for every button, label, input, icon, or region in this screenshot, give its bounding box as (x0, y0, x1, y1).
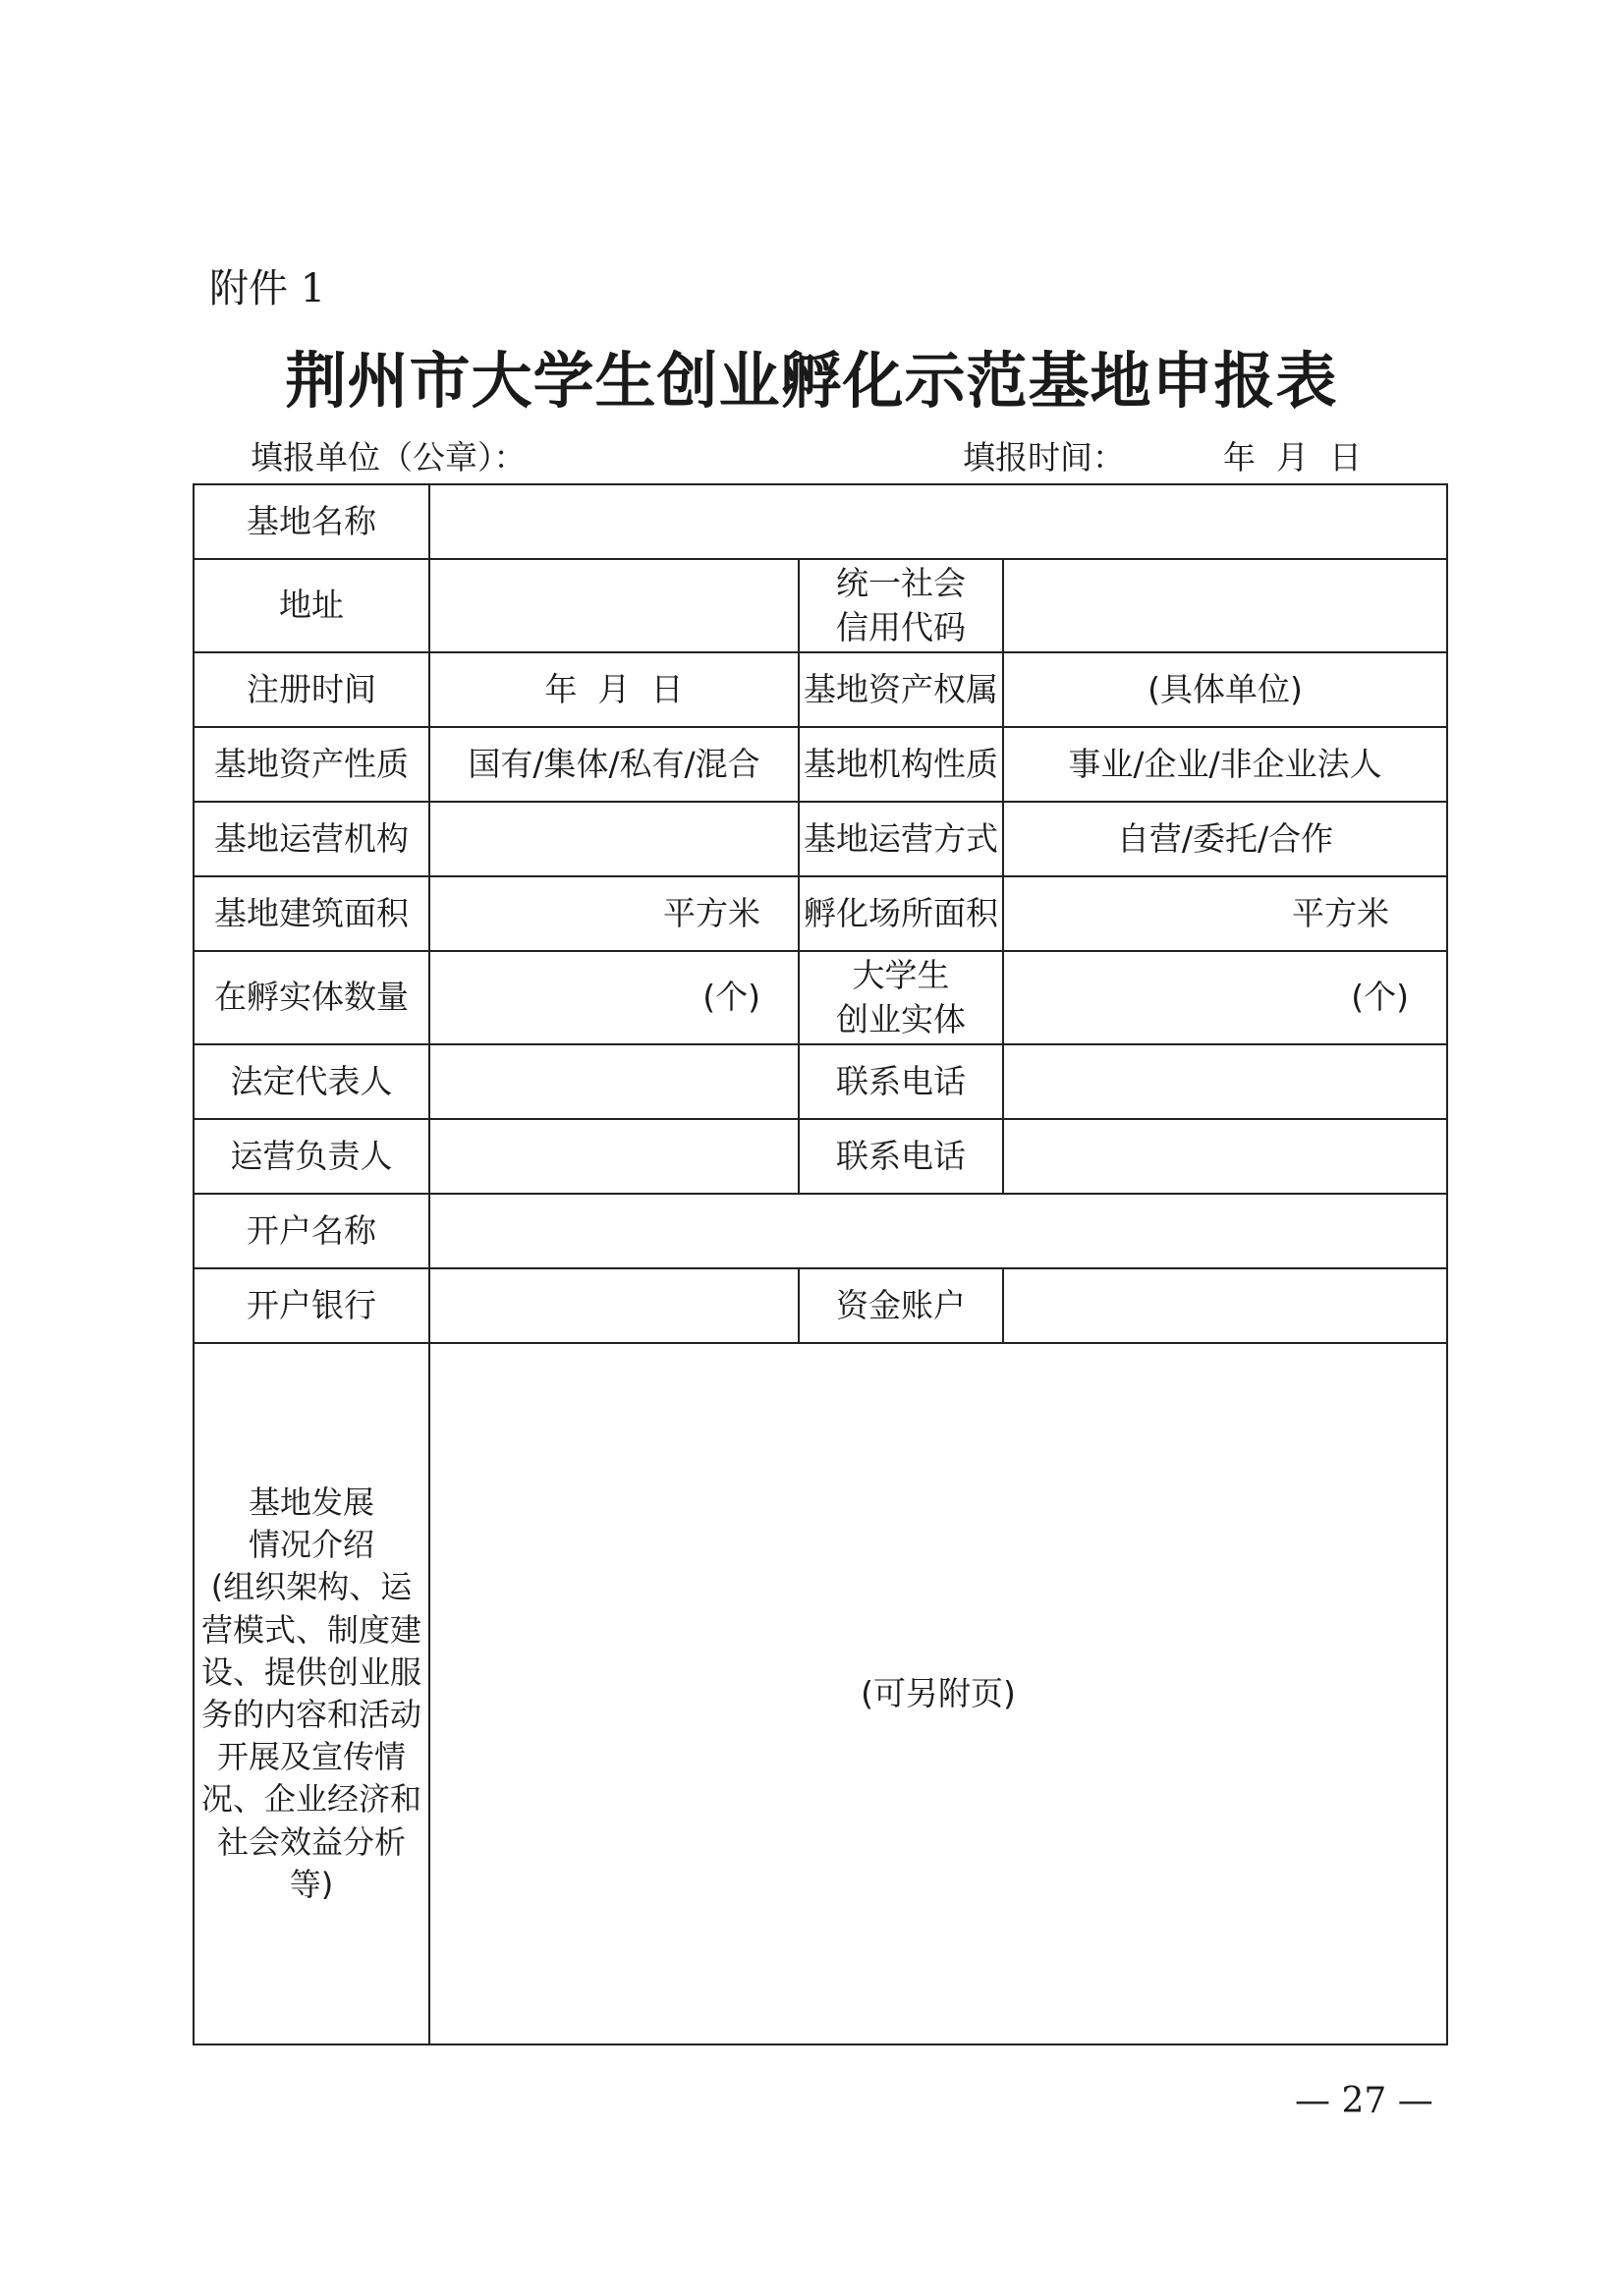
field-phone-2[interactable] (1003, 1119, 1447, 1194)
field-bank[interactable] (429, 1268, 799, 1343)
field-op-manager[interactable] (429, 1119, 799, 1194)
field-operator[interactable] (429, 802, 799, 876)
label-operation-mode: 基地运营方式 (799, 802, 1003, 876)
page-number: — 27 — (1295, 2081, 1433, 2121)
label-development (194, 1343, 429, 2044)
development-line: 务的内容和活动 (200, 1696, 421, 1733)
attachment-label: 附件 1 (209, 266, 326, 311)
label-student-entity (799, 951, 1003, 1044)
field-operation-mode[interactable]: 自营/委托/合作 (1003, 802, 1447, 876)
application-form-table (193, 483, 1448, 2045)
field-org-nature[interactable]: 事业/企业/非企业法人 (1003, 727, 1447, 802)
row-reg-time (194, 652, 1447, 727)
development-line: 社会效益分析 (216, 1822, 406, 1861)
field-development[interactable]: (可另附页) (429, 1343, 1447, 2044)
field-incubating-count[interactable]: (个) (429, 951, 799, 1044)
label-phone-1: 联系电话 (799, 1044, 1003, 1119)
row-asset-nature (194, 727, 1447, 802)
label-student-entity-line1: 大学生 (852, 955, 950, 994)
label-operator: 基地运营机构 (194, 802, 429, 876)
row-legal-rep (194, 1044, 1447, 1119)
development-line: 基地发展 (248, 1484, 374, 1522)
row-operator (194, 802, 1447, 876)
field-building-area[interactable]: 平方米 (429, 876, 799, 951)
row-area (194, 876, 1447, 951)
field-reg-time[interactable]: 年 月 日 (429, 652, 799, 727)
label-op-manager: 运营负责人 (194, 1119, 429, 1194)
field-credit-code[interactable] (1003, 559, 1447, 652)
field-incubation-area[interactable]: 平方米 (1003, 876, 1447, 951)
field-address[interactable] (429, 559, 799, 652)
field-asset-owner[interactable]: (具体单位) (1003, 652, 1447, 727)
row-bank (194, 1268, 1447, 1343)
label-student-entity-line2: 创业实体 (836, 999, 966, 1038)
label-credit-code-line2: 信用代码 (836, 607, 966, 646)
label-base-name: 基地名称 (194, 484, 429, 559)
label-incubating-count: 在孵实体数量 (194, 951, 429, 1044)
row-op-manager (194, 1119, 1447, 1194)
development-line: 设、提供创业服 (200, 1652, 421, 1691)
label-address: 地址 (194, 559, 429, 652)
row-account-name (194, 1194, 1447, 1268)
development-line: 等) (289, 1865, 334, 1903)
form-title: 荆州市大学生创业孵化示范基地申报表 (285, 345, 1338, 417)
development-line: 营模式、制度建 (200, 1610, 421, 1649)
label-phone-2: 联系电话 (799, 1119, 1003, 1194)
field-legal-rep[interactable] (429, 1044, 799, 1119)
row-entity-count (194, 951, 1447, 1044)
label-legal-rep: 法定代表人 (194, 1044, 429, 1119)
label-org-nature: 基地机构性质 (799, 727, 1003, 802)
field-asset-nature[interactable]: 国有/集体/私有/混合 (429, 727, 799, 802)
field-phone-1[interactable] (1003, 1044, 1447, 1119)
label-bank: 开户银行 (194, 1268, 429, 1343)
row-development (194, 1343, 1447, 2044)
label-reg-time: 注册时间 (194, 652, 429, 727)
label-account-name: 开户名称 (194, 1194, 429, 1268)
development-line: 情况介绍 (248, 1526, 374, 1564)
field-account-name[interactable] (429, 1194, 1447, 1268)
development-line: 开展及宣传情 (216, 1738, 406, 1776)
label-credit-code (799, 559, 1003, 652)
field-fund-account[interactable] (1003, 1268, 1447, 1343)
label-building-area: 基地建筑面积 (194, 876, 429, 951)
fill-time-label: 填报时间： (963, 438, 1125, 476)
label-credit-code-line1: 统一社会 (836, 563, 966, 602)
fill-unit-label: 填报单位（公章）： (251, 438, 527, 476)
label-asset-nature: 基地资产性质 (194, 727, 429, 802)
row-address (194, 559, 1447, 652)
label-fund-account: 资金账户 (799, 1268, 1003, 1343)
development-line: 况、企业经济和 (200, 1780, 421, 1819)
field-base-name[interactable] (429, 484, 1447, 559)
label-incubation-area: 孵化场所面积 (799, 876, 1003, 951)
development-line: (组织架构、运 (210, 1568, 413, 1606)
row-base-name (194, 484, 1447, 559)
field-student-entity[interactable]: (个) (1003, 951, 1447, 1044)
fill-time-date: 年 月 日 (1223, 438, 1362, 476)
label-asset-owner: 基地资产权属 (799, 652, 1003, 727)
